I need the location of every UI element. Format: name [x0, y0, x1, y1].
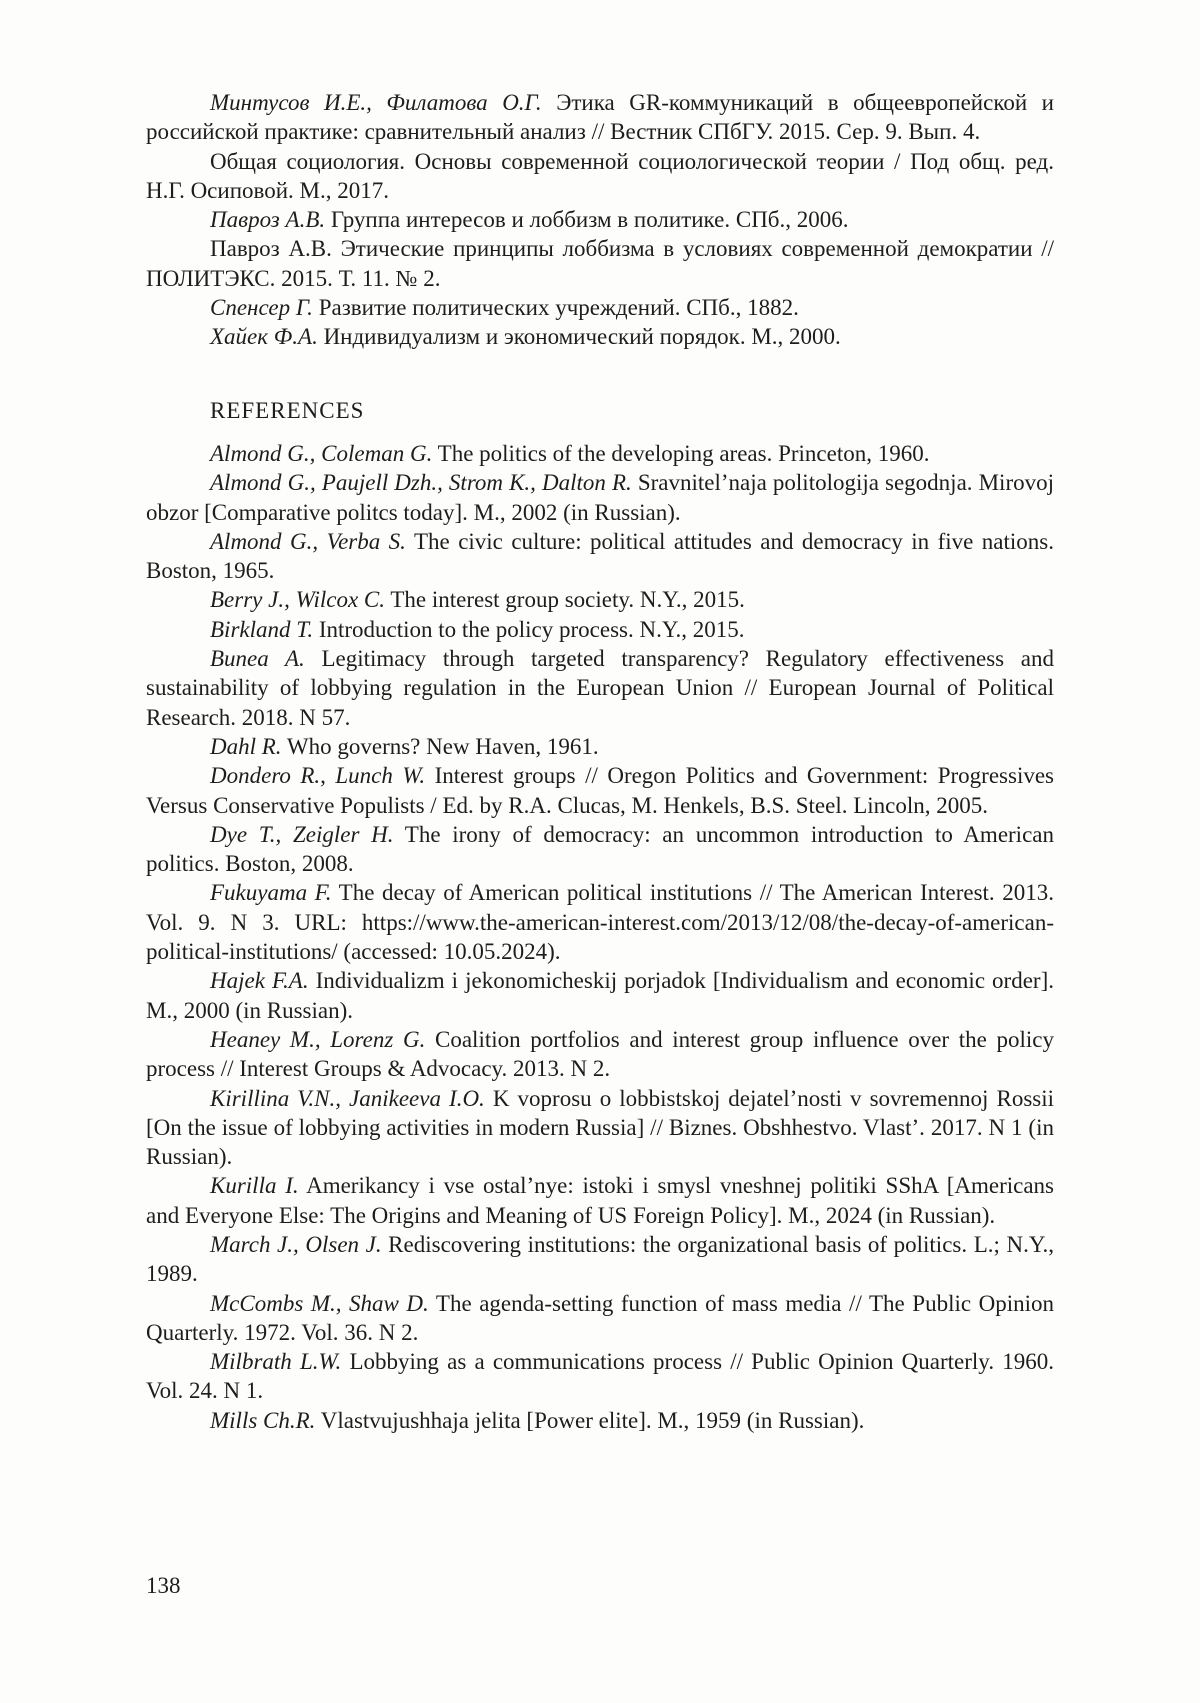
reference-author: Спенсер Г.	[210, 295, 313, 321]
russian-reference-entry	[146, 234, 1054, 293]
reference-entry	[146, 1084, 1054, 1172]
reference-entry	[146, 1025, 1054, 1084]
reference-entry	[146, 761, 1054, 820]
russian-reference-entry	[146, 88, 1054, 147]
reference-text: The agenda-setting function of mass media // The Public Opinion Quarterly. 1972. Vol. 36. N 2.	[146, 1290, 1054, 1345]
reference-text: Introduction to the policy process. N.Y., 2015.	[313, 616, 745, 642]
reference-author: Павроз А.В.	[210, 207, 326, 233]
russian-reference-entry	[146, 205, 1054, 234]
reference-author: Almond G., Verba S.	[210, 528, 406, 554]
reference-author: Bunea A.	[210, 646, 305, 672]
reference-entry	[146, 966, 1054, 1025]
russian-reference-entry	[146, 293, 1054, 322]
reference-entry	[146, 644, 1054, 732]
reference-text: Vlastvujushhaja jelita [Power elite]. M., 1959 (in Russian).	[315, 1407, 865, 1433]
reference-entry	[146, 1230, 1054, 1289]
reference-author: Milbrath L.W.	[210, 1349, 342, 1375]
reference-entry	[146, 878, 1054, 966]
reference-text: The decay of American political institutions // The American Interest. 2013. Vol. 9. N 3. URL: https://www.the-american-interest.com/2013/12/08/the-decay-of-american-political-institutions/ (accessed: 10.05.2024).	[146, 880, 1054, 965]
reference-author: Heaney M., Lorenz G.	[210, 1026, 426, 1052]
reference-author: Almond G., Coleman G.	[210, 440, 433, 466]
reference-author: Birkland T.	[210, 616, 314, 642]
reference-author: Kirillina V.N., Janikeeva I.O.	[210, 1085, 485, 1111]
reference-author: Mills Ch.R.	[210, 1407, 316, 1433]
reference-author: Almond G., Paujell Dzh., Strom K., Dalton R.	[210, 470, 632, 496]
reference-entry	[146, 527, 1054, 586]
reference-entry	[146, 732, 1054, 761]
reference-entry	[146, 1171, 1054, 1230]
reference-text: Этика GR-коммуникаций в общеевропейской и российской практике: сравнительный анализ // Вестник СПбГУ. 2015. Сер. 9. Вып. 4.	[146, 90, 1054, 145]
reference-text: Группа интересов и лоббизм в политике. СПб., 2006.	[325, 207, 849, 233]
page-number: 138	[146, 1573, 181, 1598]
reference-author: Минтусов И.Е., Филатова О.Г.	[210, 90, 542, 115]
reference-author: Fukuyama F.	[210, 880, 332, 906]
reference-text: The civic culture: political attitudes and democracy in five nations. Boston, 1965.	[146, 528, 1054, 584]
reference-text: The irony of democracy: an uncommon introduction to American politics. Boston, 2008.	[146, 821, 1054, 877]
reference-text: The interest group society. N.Y., 2015.	[385, 587, 745, 613]
reference-author: Kurilla I.	[210, 1173, 299, 1199]
reference-text: Legitimacy through targeted transparency? Regulatory effectiveness and sustainability of lobbying regulation in the European Union // European Journal of Political Research. 2018. N 57.	[146, 646, 1054, 730]
reference-entry	[146, 585, 1054, 614]
reference-author: March J., Olsen J.	[210, 1231, 382, 1257]
reference-entry	[146, 468, 1054, 527]
reference-author: Berry J., Wilcox C.	[210, 587, 386, 613]
reference-text: Развитие политических учреждений. СПб., 1882.	[312, 295, 799, 321]
reference-entry	[146, 615, 1054, 644]
reference-text: The politics of the developing areas. Princeton, 1960.	[432, 440, 930, 466]
reference-entry	[146, 439, 1054, 468]
reference-author: Hajek F.A.	[210, 968, 309, 994]
russian-reference-entry	[146, 322, 1054, 351]
reference-text: Individualizm i jekonomicheskij porjadok [Individualism and economic order]. M., 2000 (in Russian).	[146, 968, 1054, 1023]
reference-entry	[146, 820, 1054, 879]
reference-text: Lobbying as a communications process // Public Opinion Quarterly. 1960. Vol. 24. N 1.	[146, 1349, 1054, 1404]
reference-text: Индивидуализм и экономический порядок. М., 2000.	[317, 324, 841, 350]
reference-text: Amerikancy i vse ostal’nye: istoki i smysl vneshnej politiki SShA [Americans and Everyone Else: The Origins and Meaning of US Foreign Policy]. M., 2024 (in Russian).	[146, 1173, 1054, 1228]
reference-author: Dondero R., Lunch W.	[210, 763, 426, 789]
reference-entry	[146, 1406, 1054, 1435]
reference-author: Dahl R.	[210, 733, 282, 759]
reference-entry	[146, 1289, 1054, 1348]
reference-text: Who governs? New Haven, 1961.	[281, 733, 599, 759]
reference-author: Хайек Ф.А.	[210, 324, 318, 350]
reference-text: Interest groups // Oregon Politics and Government: Progressives Versus Conservative Populists / Ed. by R.A. Clucas, M. Henkels, B.S. Steel. Lincoln, 2005.	[146, 763, 1054, 818]
russian-reference-entry	[146, 147, 1054, 206]
reference-text: Sravnitel’naja politologija segodnja. Mirovoj obzor [Comparative politcs today]. M., 2002 (in Russian).	[146, 470, 1054, 525]
reference-text: Общая социология. Основы современной социологической теории / Под общ. ред. Н.Г. Осиповой. М., 2017.	[146, 148, 1054, 203]
reference-text: Павроз А.В. Этические принципы лоббизма в условиях современной демократии // ПОЛИТЭКС. 2015. Т. 11. № 2.	[146, 236, 1054, 291]
reference-text: Coalition portfolios and interest group influence over the policy process // Interest Groups & Advocacy. 2013. N 2.	[146, 1026, 1054, 1082]
reference-author: McCombs M., Shaw D.	[210, 1290, 429, 1316]
reference-text: K voprosu o lobbistskoj dejatel’nosti v sovremennoj Rossii [On the issue of lobbying activities in modern Russia] // Biznes. Obshhestvo. Vlast’. 2017. N 1 (in Russian).	[146, 1085, 1054, 1170]
references-heading: REFERENCES	[210, 397, 365, 423]
references-content	[146, 88, 1054, 1435]
reference-author: Dye T., Zeigler H.	[210, 821, 394, 847]
reference-entry	[146, 1347, 1054, 1406]
reference-text: Rediscovering institutions: the organizational basis of politics. L.; N.Y., 1989.	[146, 1231, 1054, 1287]
